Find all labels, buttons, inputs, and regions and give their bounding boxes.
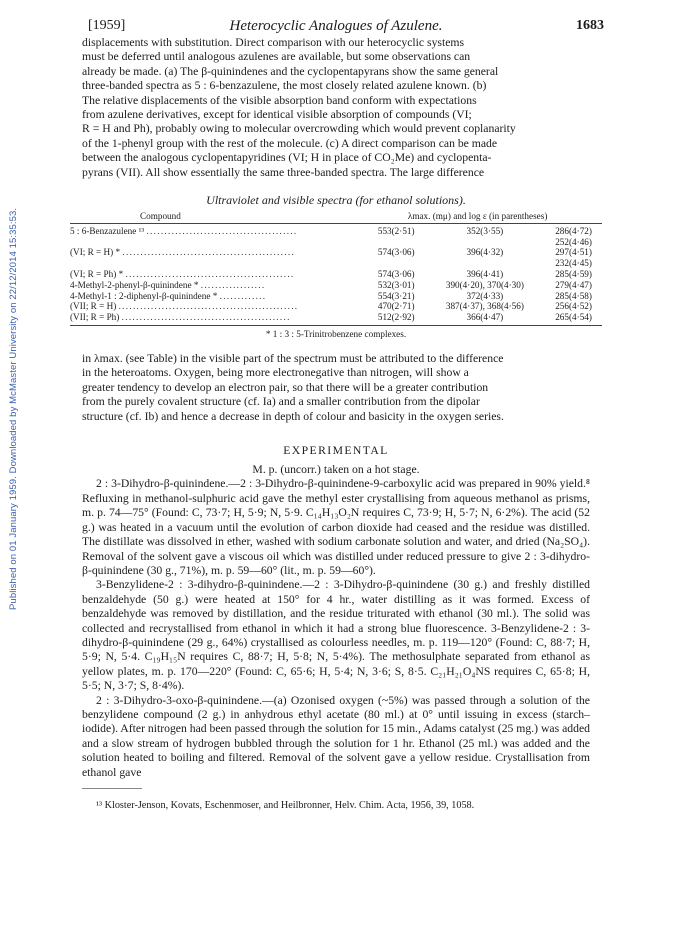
header-title: Heterocyclic Analogues of Azulene.	[229, 18, 443, 34]
column-header-lambda: λmax. (mμ) and log ε (in parentheses)	[368, 211, 602, 223]
compound-cell: 5 : 6-Benzazulene ¹³ ..........................................	[70, 225, 298, 236]
text-line: greater tendency to develop an electron pair, so that there will be a greater contribution	[82, 380, 489, 394]
discussion-paragraph	[82, 352, 590, 424]
intro-paragraph	[82, 36, 590, 180]
value-cell: 366(4·47)	[425, 312, 546, 325]
leader-dots: ..................................................	[118, 301, 299, 312]
value-cell: 387(4·37), 368(4·56)	[445, 301, 524, 312]
text-line: The relative displacements of the visible absorption band conform with expectations	[82, 93, 477, 107]
text-line: three-banded spectra as 5 : 6-benzazulene, the most closely related azulene known. (b)	[82, 79, 487, 93]
value-cell: 396(4·32)	[466, 247, 504, 258]
value-cell: 390(4·20), 370(4·30)	[445, 279, 524, 290]
value-cell: 553(2·51)	[377, 225, 415, 236]
value-cell: 252(4·46)	[555, 236, 592, 247]
sidebar-text: Published on 01 January 1959. Downloaded by McMaster University on 22/12/2014 15:35:53.	[8, 207, 19, 610]
leader-dots: ..................	[200, 279, 266, 290]
table-row	[70, 258, 602, 269]
value-cell: 554(3·21)	[377, 290, 415, 301]
compound-cell: 4-Methyl-1 : 2-diphenyl-β-quinindene * .............	[70, 290, 267, 301]
running-header	[82, 14, 604, 36]
compound-cell	[70, 258, 368, 269]
value-cell: 297(4·51)	[555, 247, 592, 258]
spectra-table	[70, 211, 602, 326]
text-line: structure (cf. Ib) and hence a decrease in depth of colour and basicity in the oxygen series.	[82, 409, 504, 423]
column-header-compound: Compound	[70, 211, 368, 223]
footnote-reference: ¹³ Kloster-Jenson, Kovats, Eschenmoser, and Heilbronner, Helv. Chim. Acta, 1956, 39, 1058.	[96, 800, 475, 811]
compound-cell: (VI; R = H) * ................................................	[70, 247, 296, 258]
value-cell: 265(4·54)	[545, 312, 602, 325]
leader-dots: .............	[219, 290, 267, 301]
leader-dots: ...............................................	[125, 269, 295, 280]
leader-dots: ................................................	[122, 247, 296, 258]
value-cell: 512(2·92)	[368, 312, 425, 325]
compound-cell: (VII; R = H) ..................................................	[70, 301, 299, 312]
value-cell	[368, 258, 425, 269]
text-line: from azulene derivatives, except for identical visible absorption of compounds (VI;	[82, 108, 472, 122]
table-row	[70, 223, 602, 236]
value-cell: 279(4·47)	[555, 279, 592, 290]
table-row	[70, 280, 602, 291]
value-cell: 574(3·06)	[377, 269, 415, 280]
table-row	[70, 237, 602, 248]
value-cell	[425, 258, 546, 269]
value-cell	[368, 237, 425, 248]
value-cell: 470(2·71)	[377, 301, 415, 312]
table-row	[70, 312, 602, 325]
leader-dots: ..........................................	[146, 225, 298, 236]
leader-dots: ...............................................	[121, 312, 291, 323]
section-heading-experimental: EXPERIMENTAL	[283, 444, 389, 458]
header-year: [1959]	[88, 18, 126, 33]
table-row	[70, 269, 602, 280]
compound-cell: (VII; R = Ph) ...............................................	[70, 312, 368, 325]
procedure-paragraph-dihydro: 2 : 3-Dihydro-β-quinindene.—2 : 3-Dihydro-β-quinindene-9-carboxylic acid was prepared in 90% yield.⁸ Refluxing in methanol-sulphuric acid gave the methyl ester crystallising from aqueous methanol as prisms, m. p. 74—75° (Found: C, 73·7; H, 5·9; N, 5·9. C₁₄H₁₃O₂N requires C, 73·9; H, 5·7; N, 6·2%). The acid (52 g.) was heated in a vacuum until the evolution of carbon dioxide had ceased and the residue was distilled. The distillate was dissolved in ether, washed with sodium carbonate solution and water, and dried (Na₂SO₄). Removal of the solvent gave a viscous oil which was distilled under reduced pressure to give 2 : 3-dihydro-β-quinindene (30 g., 71%), m. p. 59—60° (lit., m. p. 59—60°).	[82, 477, 590, 577]
text-line: pyrans (VII). All show essentially the same three-banded spectra. The large difference	[82, 165, 485, 179]
text-line: R = H and Ph), probably owing to molecular overcrowding which would prevent coplanarity	[82, 122, 516, 136]
value-cell: 532(3·01)	[377, 279, 415, 290]
value-cell: 285(4·58)	[555, 290, 592, 301]
text-line: of the 1-phenyl group with the rest of the molecule. (c) A direct comparison can be made	[82, 136, 498, 150]
procedure-paragraph-oxo: 2 : 3-Dihydro-3-oxo-β-quinindene.—(a) Ozonised oxygen (~5%) was passed through a solution of the benzylidene compound (2 g.) in anhydrous ethyl acetate (80 ml.) at 0° until issuing in excess (starch–iodide). After nitrogen had been passed through the solution for 15 min., Adams catalyst (25 mg.) was added and a slow stream of hydrogen bubbled through the solution for 1 hr. Ethanol (25 ml.) was added and the solution heated to boiling and filtered. Removal of the solvent gave a yellow residue. Crystallisation from ethanol gave	[82, 693, 590, 779]
compound-cell: (VI; R = Ph) * ...............................................	[70, 269, 295, 280]
value-cell: 232(4·45)	[555, 258, 592, 269]
value-cell: 372(4·33)	[466, 290, 504, 301]
text-line: must be deferred until analogous azulenes are available, but some observations can	[82, 50, 471, 64]
value-cell: 285(4·59)	[555, 269, 592, 280]
value-cell: 574(3·06)	[377, 247, 415, 258]
table-row	[70, 291, 602, 302]
value-cell: 256(4·52)	[555, 301, 592, 312]
melting-point-note: M. p. (uncorr.) taken on a hot stage.	[252, 463, 420, 477]
text-line: already be made. (a) The β-quinindenes and the cyclopentapyrans show the same general	[82, 64, 499, 78]
text-line: displacements with substitution. Direct comparison with our heterocyclic systems	[82, 36, 465, 49]
table-row	[70, 301, 602, 312]
text-line: in λmax. (see Table) in the visible part of the spectrum must be attributed to the difference	[82, 352, 504, 366]
value-cell: 396(4·41)	[466, 269, 504, 280]
text-line: between the analogous cyclopentapyridines (VI; H in place of CO₂Me) and cyclopenta-	[82, 151, 492, 165]
procedure-paragraph-benzylidene: 3-Benzylidene-2 : 3-dihydro-β-quinindene.—2 : 3-Dihydro-β-quinindene (30 g.) and freshly distilled benzaldehyde (50 g.) were heated at 150° for 4 hr., water distilling as it was formed. Excess of benzaldehyde was removed by distillation, and the residue triturated with ethanol (30 ml.). The solid was collected and recrystallised from ethanol in which it had a strong blue fluorescence. 3-Benzylidene-2 : 3-dihydro-β-quinindene (29 g., 64%) crystallised as colourless needles, m. p. 119—120° (Found: C, 88·7; H, 5·9; N, 5·4. C₁₉H₁₅N requires C, 88·7; H, 5·8; N, 5·4%). The methosulphate separated from ethanol as yellow plates, m. p. 170—220° (Found: C, 65·6; H, 5·4; N, 3·6; S, 8·5. C₂₁H₂₁O₄NS requires C, 65·8; H, 5·5; N, 3·7; S, 8·4%).	[82, 578, 590, 693]
text-line: from the purely covalent structure (cf. Ia) and a smaller contribution from the dipolar	[82, 395, 480, 409]
value-cell	[425, 237, 546, 248]
table-title: Ultraviolet and visible spectra (for ethanol solutions).	[206, 193, 466, 208]
text-line: in the heteroatoms. Oxygen, being more electronegative than nitrogen, will show a	[82, 366, 469, 380]
table-row	[70, 247, 602, 258]
page	[70, 14, 604, 812]
footnote-divider	[82, 788, 142, 789]
compound-cell: 4-Methyl-2-phenyl-β-quinindene * ..................	[70, 279, 266, 290]
value-cell: 352(3·55)	[466, 225, 504, 236]
compound-cell	[70, 237, 368, 248]
sidebar-download-note	[8, 150, 18, 610]
header-page-number: 1683	[576, 18, 604, 33]
value-cell: 286(4·72)	[555, 225, 592, 236]
table-footnote: * 1 : 3 : 5-Trinitrobenzene complexes.	[265, 329, 407, 340]
